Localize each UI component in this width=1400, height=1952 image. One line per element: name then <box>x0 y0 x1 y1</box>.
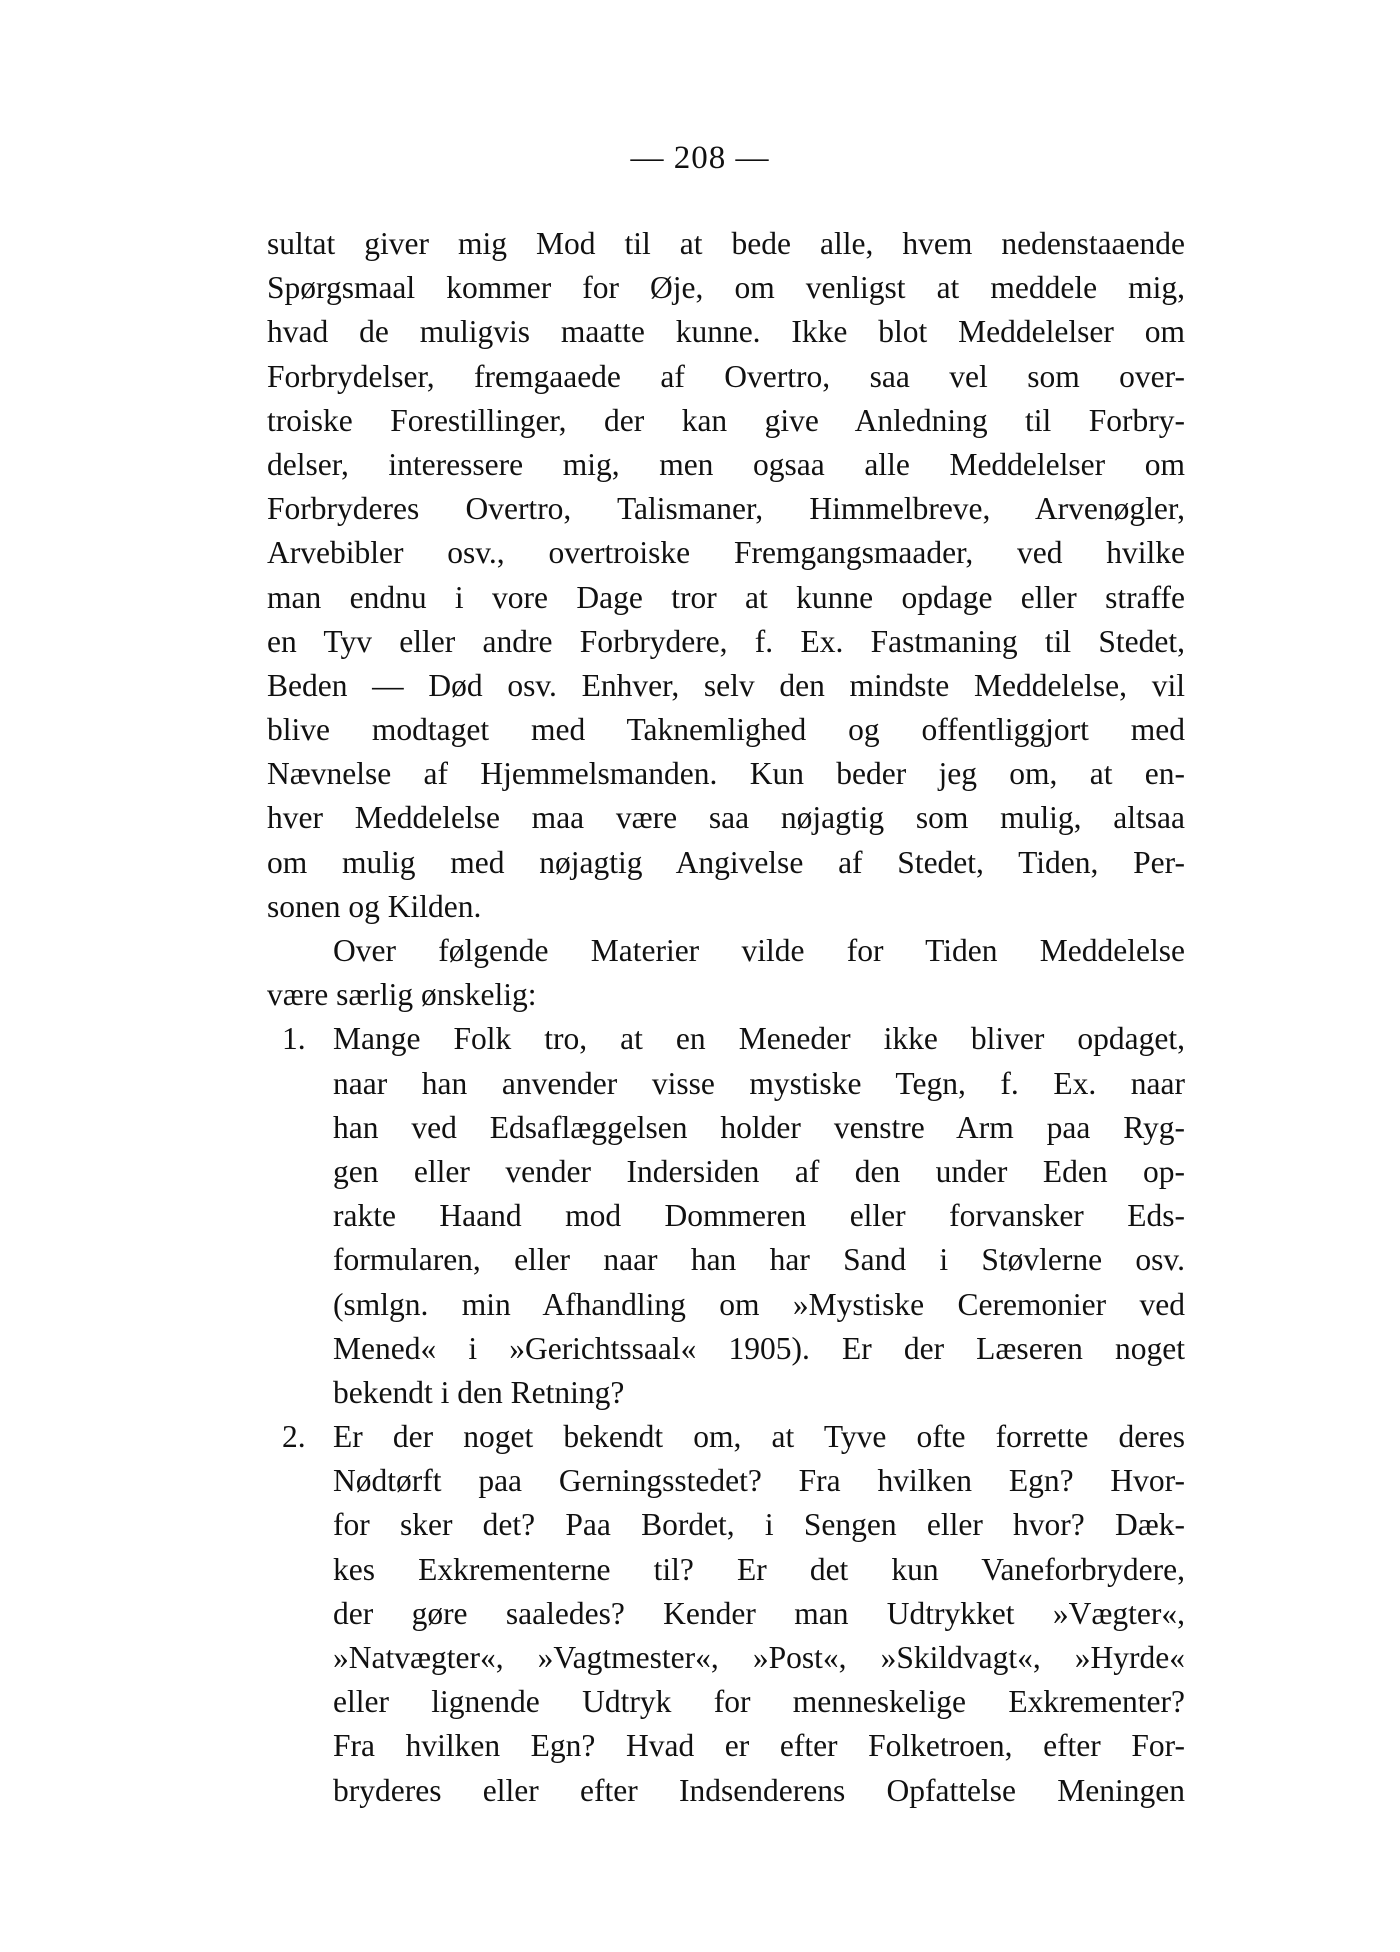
text-line: delser, interessere mig, men ogsaa alle Meddelelser om <box>267 446 1185 482</box>
text-line: Forbrydelser, fremgaaede af Overtro, saa vel som over- <box>267 358 1185 394</box>
text-line: en Tyv eller andre Forbrydere, f. Ex. Fastmaning til Stedet, <box>267 623 1185 659</box>
text-line: der gøre saaledes? Kender man Udtrykket »Vægter«, <box>333 1595 1185 1631</box>
list-item-2 <box>267 1415 1185 1813</box>
text-line: (smlgn. min Afhandling om »Mystiske Ceremonier ved <box>333 1286 1185 1322</box>
text-line: gen eller vender Indersiden af den under Eden op- <box>333 1153 1185 1189</box>
list-item-1 <box>267 1017 1185 1415</box>
text-line: om mulig med nøjagtig Angivelse af Stedet, Tiden, Per- <box>267 844 1185 880</box>
text-line: sonen og Kilden. <box>267 888 482 924</box>
item-text: Mange Folk tro, at en Meneder ikke bliver opdaget, <box>333 1021 1185 1057</box>
text-line: hvad de muligvis maatte kunne. Ikke blot Meddelelser om <box>267 314 1185 350</box>
text-line: han ved Edsaflæggelsen holder venstre Arm paa Ryg- <box>333 1109 1185 1145</box>
text-line: man endnu i vore Dage tror at kunne opdage eller straffe <box>267 579 1185 615</box>
text-line: for sker det? Paa Bordet, i Sengen eller hvor? Dæk- <box>333 1507 1185 1543</box>
item-number: 1. <box>282 1021 306 1057</box>
text-line: sultat giver mig Mod til at bede alle, hvem nedenstaaende <box>267 226 1185 261</box>
text-line <box>267 1415 1185 1459</box>
paragraph-intro <box>267 222 1185 929</box>
text-line <box>267 1017 1185 1061</box>
item-number: 2. <box>282 1419 306 1455</box>
text-line: Arvebibler osv., overtroiske Fremgangsmaader, ved hvilke <box>267 535 1185 571</box>
text-line: Mened« i »Gerichtssaal« 1905). Er der Læseren noget <box>333 1330 1185 1366</box>
text-line: hver Meddelelse maa være saa nøjagtig som mulig, altsaa <box>267 800 1185 836</box>
text-line: formularen, eller naar han har Sand i Støvlerne osv. <box>333 1242 1185 1278</box>
text-line: bekendt i den Retning? <box>333 1374 625 1410</box>
text-line: rakte Haand mod Dommeren eller forvansker Eds- <box>333 1198 1185 1234</box>
text-line: Nævnelse af Hjemmelsmanden. Kun beder jeg om, at en- <box>267 756 1185 792</box>
text-line: »Natvægter«, »Vagtmester«, »Post«, »Skildvagt«, »Hyrde« <box>333 1640 1185 1675</box>
text-line: Over følgende Materier vilde for Tiden Meddelelse <box>333 933 1185 968</box>
text-line: Nødtørft paa Gerningsstedet? Fra hvilken Egn? Hvor- <box>333 1463 1185 1499</box>
page-number: — 208 — <box>630 140 770 176</box>
text-line: naar han anvender visse mystiske Tegn, f. Ex. naar <box>333 1065 1185 1101</box>
text-line: blive modtaget med Taknemlighed og offentliggjort med <box>267 712 1185 748</box>
text-line: eller lignende Udtryk for menneskelige Exkrementer? <box>333 1684 1185 1720</box>
paragraph-materials <box>267 929 1185 1017</box>
text-line: bryderes eller efter Indsenderens Opfattelse Meningen <box>333 1772 1185 1808</box>
text-line: Spørgsmaal kommer for Øje, om venligst at meddele mig, <box>267 270 1185 306</box>
text-line: Forbryderes Overtro, Talismaner, Himmelbreve, Arvenøgler, <box>267 491 1185 527</box>
text-line: troiske Forestillinger, der kan give Anledning til Forbry- <box>267 402 1185 438</box>
text-line: kes Exkrementerne til? Er det kun Vaneforbrydere, <box>333 1551 1185 1587</box>
text-line: være særlig ønskelig: <box>267 977 537 1013</box>
body-text <box>267 222 1185 1813</box>
item-text: Er der noget bekendt om, at Tyve ofte forrette deres <box>333 1419 1185 1455</box>
text-line: Beden — Død osv. Enhver, selv den mindste Meddelelse, vil <box>267 667 1185 703</box>
text-line: Fra hvilken Egn? Hvad er efter Folketroen, efter For- <box>333 1728 1185 1764</box>
